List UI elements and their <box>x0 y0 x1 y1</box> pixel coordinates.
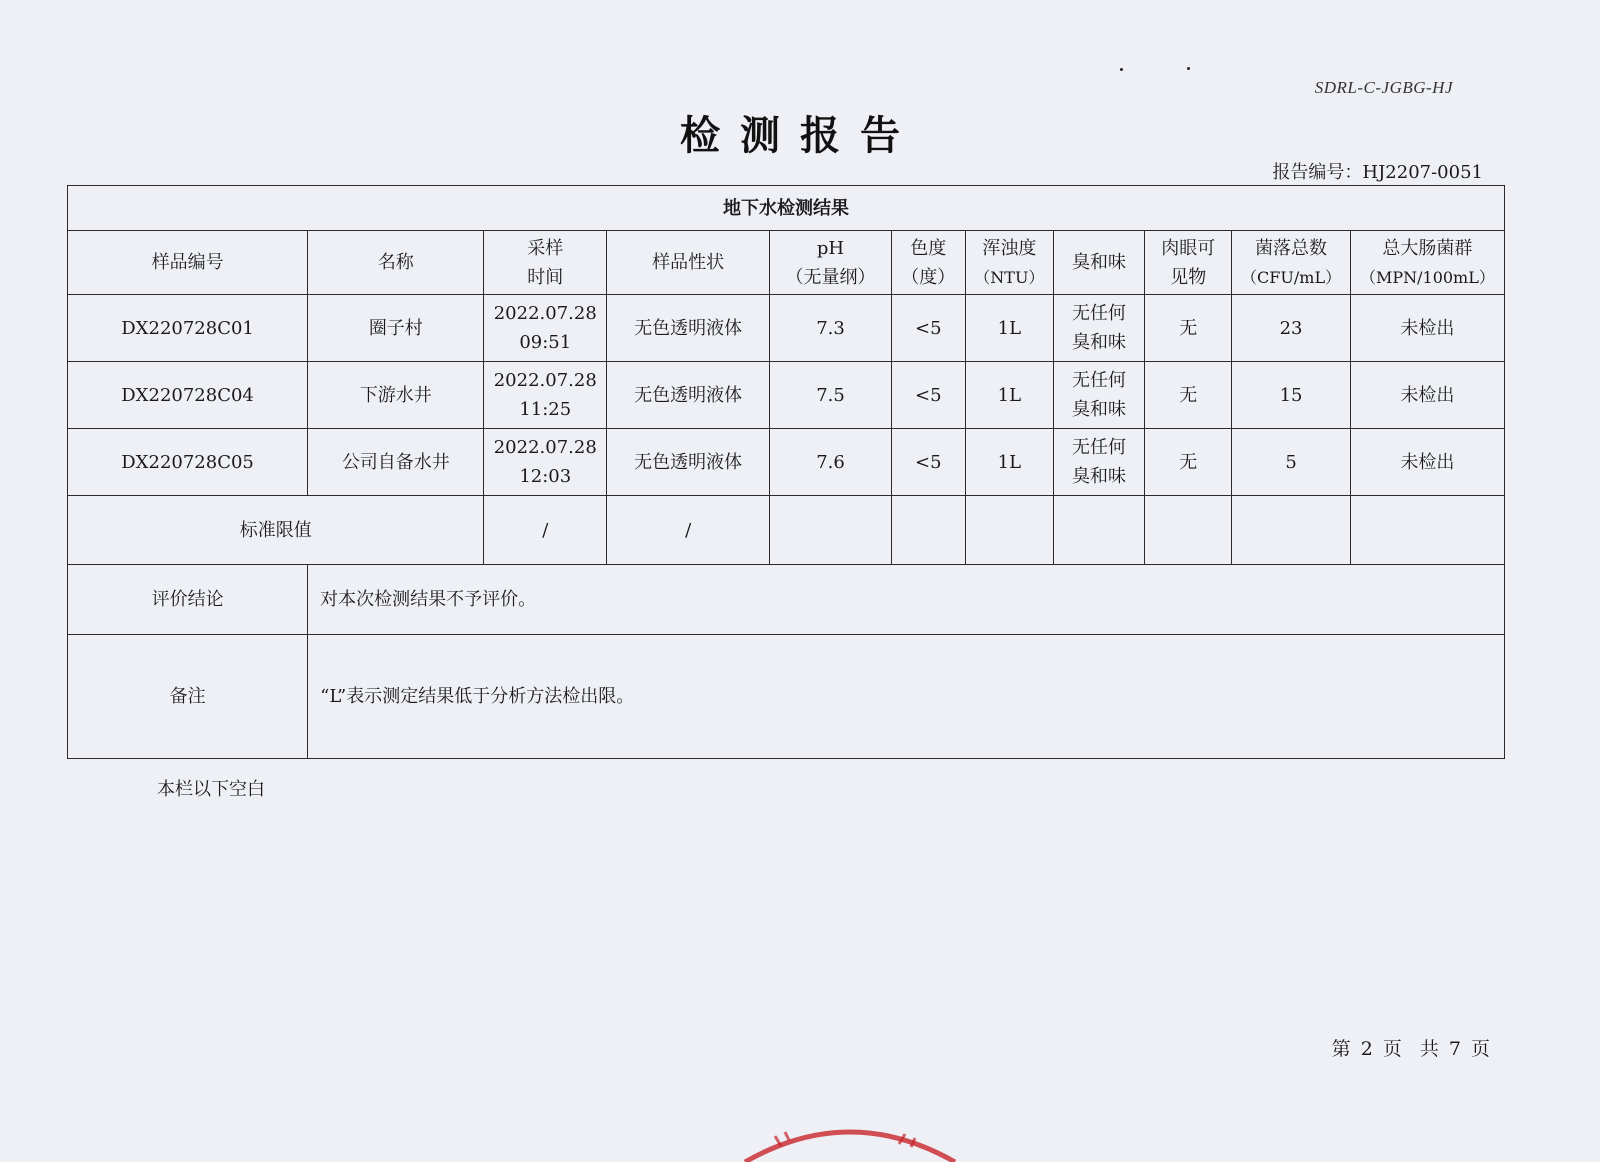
page-total: 共 7 页 <box>1419 1038 1490 1060</box>
sample-id: DX220728C04 <box>68 362 308 429</box>
conclusion-text: 对本次检测结果不予评价。 <box>308 565 1505 635</box>
sample-name: 圈子村 <box>308 295 484 362</box>
standard-limit-cell <box>965 496 1053 565</box>
turbidity-value: 1L <box>965 295 1053 362</box>
conclusion-row <box>68 565 1505 635</box>
report-title: 检测报告 <box>680 112 920 159</box>
header-row <box>68 231 1505 295</box>
header-appearance: 样品性状 <box>607 231 770 295</box>
table-row <box>68 362 1505 429</box>
colony-count-value: 15 <box>1232 362 1351 429</box>
document-code: SDRL-C-JGBG-HJ <box>1314 78 1453 97</box>
color-value: <5 <box>891 295 965 362</box>
header-color: 色度 （度） <box>891 231 965 295</box>
standard-limit-cell <box>1232 496 1351 565</box>
table-row <box>68 429 1505 496</box>
sample-id: DX220728C01 <box>68 295 308 362</box>
standard-limit-time: / <box>484 496 607 565</box>
header-name: 名称 <box>308 231 484 295</box>
ph-value: 7.5 <box>770 362 892 429</box>
remarks-text: “L”表示测定结果低于分析方法检出限。 <box>308 635 1505 759</box>
colony-count-value: 5 <box>1232 429 1351 496</box>
sample-name: 下游水井 <box>308 362 484 429</box>
section-title: 地下水检测结果 <box>68 186 1505 231</box>
red-seal-stamp <box>735 1122 965 1162</box>
header-ph: pH （无量纲） <box>770 231 892 295</box>
visible-matter-value: 无 <box>1145 295 1232 362</box>
visible-matter-value: 无 <box>1145 362 1232 429</box>
results-table <box>67 185 1505 759</box>
standard-limit-cell <box>1350 496 1504 565</box>
standard-limit-row <box>68 496 1505 565</box>
page-current: 第 2 页 <box>1331 1038 1402 1060</box>
sample-appearance: 无色透明液体 <box>607 362 770 429</box>
standard-limit-cell <box>891 496 965 565</box>
standard-limit-label: 标准限值 <box>68 496 484 565</box>
turbidity-value: 1L <box>965 362 1053 429</box>
report-number <box>1272 158 1483 184</box>
sample-appearance: 无色透明液体 <box>607 429 770 496</box>
standard-limit-cell <box>1053 496 1144 565</box>
odor-value: 无任何 臭和味 <box>1053 362 1144 429</box>
standard-limit-cell <box>770 496 892 565</box>
odor-value: 无任何 臭和味 <box>1053 295 1144 362</box>
conclusion-label: 评价结论 <box>68 565 308 635</box>
blank-below-note: 本栏以下空白 <box>157 779 265 800</box>
coliform-value: 未检出 <box>1350 362 1504 429</box>
coliform-value: 未检出 <box>1350 429 1504 496</box>
color-value: <5 <box>891 362 965 429</box>
report-number-label: 报告编号： <box>1272 162 1363 183</box>
header-sample-id: 样品编号 <box>68 231 308 295</box>
ph-value: 7.6 <box>770 429 892 496</box>
sampling-time: 2022.07.28 12:03 <box>484 429 607 496</box>
turbidity-value: 1L <box>965 429 1053 496</box>
visible-matter-value: 无 <box>1145 429 1232 496</box>
colony-count-value: 23 <box>1232 295 1351 362</box>
sampling-time: 2022.07.28 11:25 <box>484 362 607 429</box>
coliform-value: 未检出 <box>1350 295 1504 362</box>
sample-appearance: 无色透明液体 <box>607 295 770 362</box>
header-colony-count: 菌落总数 （CFU/mL） <box>1232 231 1351 295</box>
header-coliform: 总大肠菌群 （MPN/100mL） <box>1350 231 1504 295</box>
header-sampling-time: 采样 时间 <box>484 231 607 295</box>
header-visible-matter: 肉眼可 见物 <box>1145 231 1232 295</box>
ph-value: 7.3 <box>770 295 892 362</box>
color-value: <5 <box>891 429 965 496</box>
page-number <box>1332 1034 1490 1061</box>
remarks-label: 备注 <box>68 635 308 759</box>
scan-mark <box>1120 68 1123 71</box>
standard-limit-cell <box>1145 496 1232 565</box>
header-turbidity: 浑浊度 （NTU） <box>965 231 1053 295</box>
sampling-time: 2022.07.28 09:51 <box>484 295 607 362</box>
sample-id: DX220728C05 <box>68 429 308 496</box>
odor-value: 无任何 臭和味 <box>1053 429 1144 496</box>
table-row <box>68 295 1505 362</box>
standard-limit-appearance: / <box>607 496 770 565</box>
remarks-row <box>68 635 1505 759</box>
sample-name: 公司自备水井 <box>308 429 484 496</box>
scan-mark <box>1187 67 1190 70</box>
header-odor: 臭和味 <box>1053 231 1144 295</box>
report-number-value: HJ2207-0051 <box>1362 162 1483 183</box>
